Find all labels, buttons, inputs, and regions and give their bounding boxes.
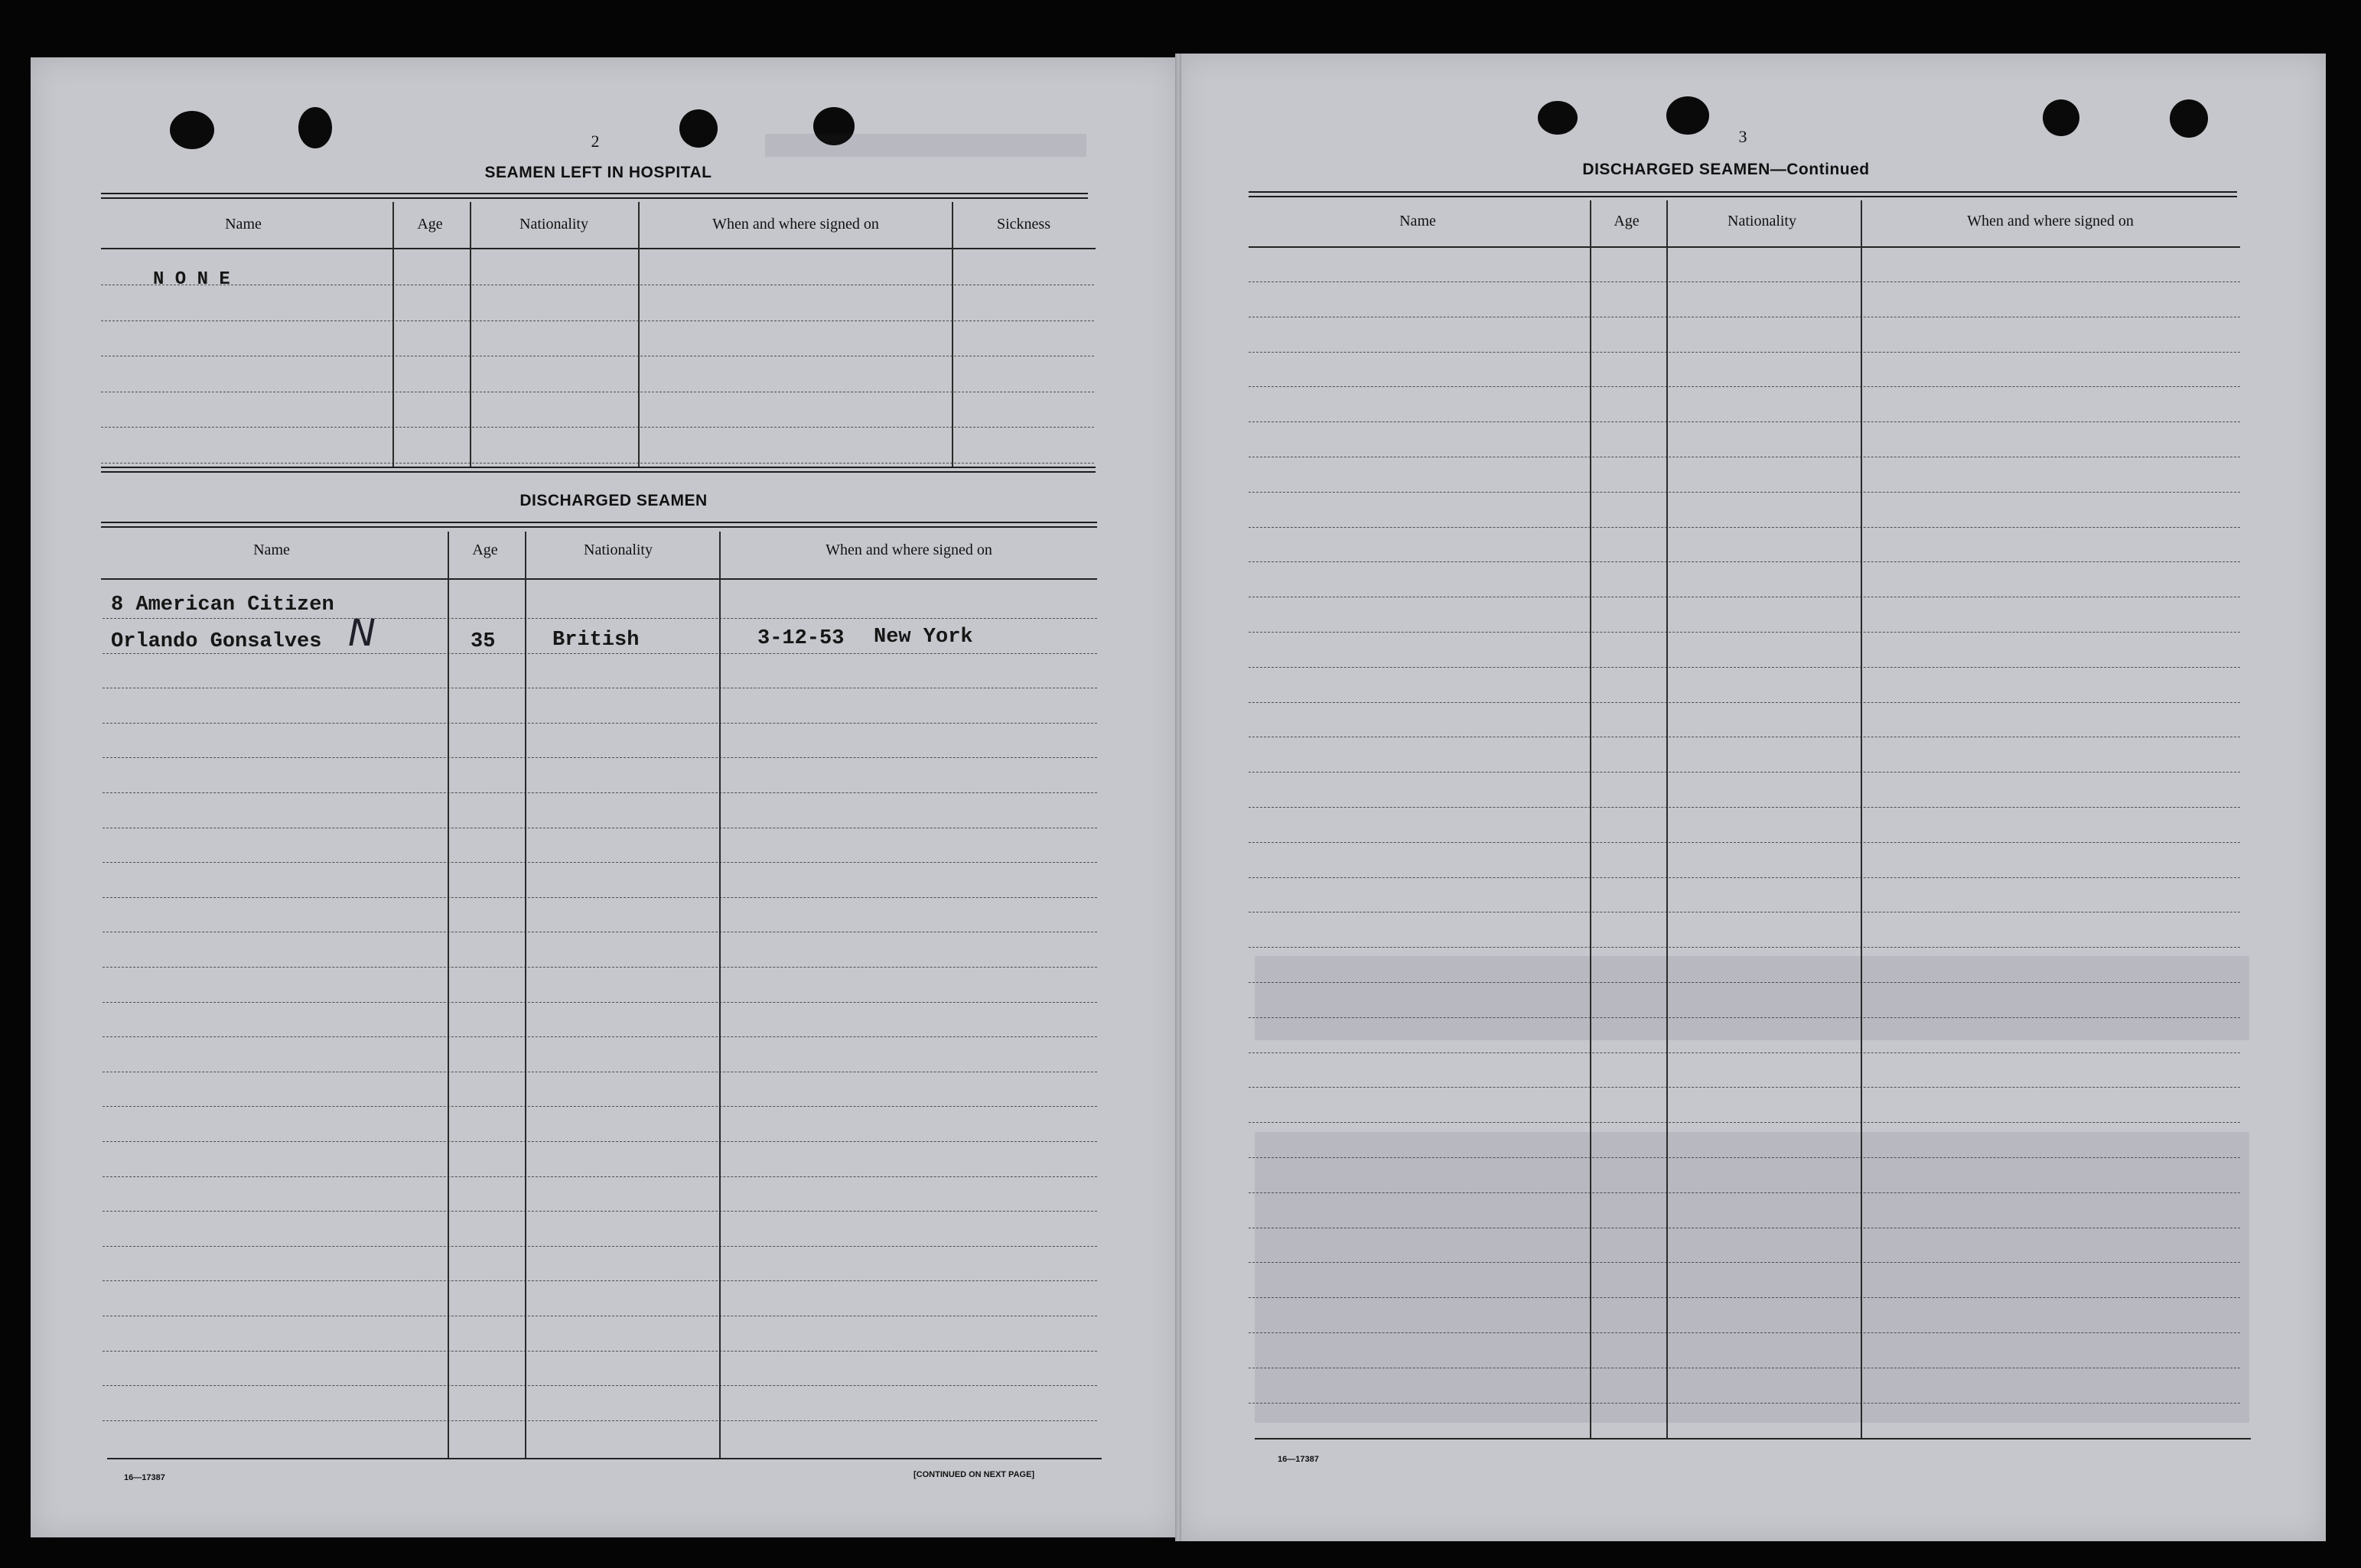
discharged-col-divider xyxy=(719,532,721,1459)
continued-col-divider xyxy=(1861,200,1862,1440)
discharged-ruled-line xyxy=(103,1211,1097,1212)
discharged-ruled-line xyxy=(103,1280,1097,1281)
bleed-through xyxy=(765,134,1086,157)
hospital-header-rule xyxy=(101,248,1096,249)
punch-hole xyxy=(679,109,718,148)
discharged-row-2-place: New York xyxy=(874,626,973,649)
hospital-ruled-line xyxy=(101,320,1094,321)
continued-ruled-line xyxy=(1249,527,2240,528)
continued-ruled-line xyxy=(1249,842,2240,843)
hospital-col-name: Name xyxy=(225,216,262,233)
continued-ruled-line xyxy=(1249,807,2240,808)
continued-table-top-rule xyxy=(1249,191,2237,197)
continued-ruled-line xyxy=(1249,877,2240,878)
form-number-left: 16—17387 xyxy=(124,1473,165,1482)
hospital-col-divider xyxy=(952,202,953,468)
discharged-ruled-line xyxy=(103,1106,1097,1107)
hospital-col-nationality: Nationality xyxy=(519,216,588,233)
discharged-ruled-line xyxy=(103,1246,1097,1247)
discharged-row-2-name: Orlando Gonsalves xyxy=(111,630,322,653)
discharged-row-1-name: 8 American Citizen xyxy=(111,594,334,616)
discharged-col-divider xyxy=(525,532,526,1459)
punch-hole xyxy=(298,107,332,148)
discharged-ruled-line xyxy=(103,723,1097,724)
discharged-col-nationality: Nationality xyxy=(584,542,653,558)
discharged-ruled-line xyxy=(103,653,1097,654)
continued-col-signed-on: When and where signed on xyxy=(1967,213,2134,229)
bleed-through xyxy=(1255,1132,2249,1423)
discharged-header-rule xyxy=(101,578,1097,580)
discharged-col-name: Name xyxy=(253,542,290,558)
continued-ruled-line xyxy=(1249,702,2240,703)
discharged-table-bottom-rule xyxy=(107,1458,1102,1459)
hospital-table-bottom-rule xyxy=(101,467,1096,473)
continued-ruled-line xyxy=(1249,1087,2240,1088)
page-number-left: 2 xyxy=(591,132,600,151)
hospital-col-signed-on: When and where signed on xyxy=(712,216,879,233)
bleed-through xyxy=(1255,956,2249,1040)
continued-col-age: Age xyxy=(1614,213,1640,229)
continued-ruled-line xyxy=(1249,281,2240,282)
punch-hole xyxy=(1538,101,1578,135)
form-number-right: 16—17387 xyxy=(1278,1455,1319,1464)
discharged-ruled-line xyxy=(103,1036,1097,1037)
continued-ruled-line xyxy=(1249,1157,2240,1158)
punch-hole xyxy=(2170,99,2208,138)
continued-ruled-line xyxy=(1249,561,2240,562)
hospital-col-divider xyxy=(392,202,394,468)
discharged-ruled-line xyxy=(103,618,1097,619)
continued-ruled-line xyxy=(1249,1262,2240,1263)
hospital-col-sickness: Sickness xyxy=(997,216,1050,233)
discharged-ruled-line xyxy=(103,1385,1097,1386)
continued-col-divider xyxy=(1590,200,1591,1440)
discharged-ruled-line xyxy=(103,1420,1097,1421)
discharged-table-top-rule xyxy=(101,522,1097,528)
continued-ruled-line xyxy=(1249,632,2240,633)
discharged-row-2-nationality: British xyxy=(552,629,640,652)
hospital-col-age: Age xyxy=(417,216,443,233)
page-fold xyxy=(1175,54,1181,1541)
discharged-col-age: Age xyxy=(472,542,498,558)
continued-table-bottom-rule xyxy=(1255,1438,2251,1440)
continued-ruled-line xyxy=(1249,386,2240,387)
continued-ruled-line xyxy=(1249,1297,2240,1298)
continued-ruled-line xyxy=(1249,667,2240,668)
hospital-table-top-rule xyxy=(101,193,1088,199)
discharged-continued-title: DISCHARGED SEAMEN—Continued xyxy=(1582,161,1870,178)
discharged-ruled-line xyxy=(103,757,1097,758)
continued-ruled-line xyxy=(1249,1017,2240,1018)
discharged-ruled-line xyxy=(103,897,1097,898)
continued-ruled-line xyxy=(1249,1403,2240,1404)
discharged-col-divider xyxy=(448,532,449,1459)
continued-col-divider xyxy=(1666,200,1668,1440)
continued-ruled-line xyxy=(1249,1122,2240,1123)
punch-hole xyxy=(1666,96,1709,135)
discharged-row-2-date: 3-12-53 xyxy=(757,627,845,650)
hospital-ruled-line xyxy=(101,463,1094,464)
page-number-right: 3 xyxy=(1738,127,1747,146)
discharged-ruled-line xyxy=(103,792,1097,793)
continued-col-nationality: Nationality xyxy=(1728,213,1796,229)
discharged-ruled-line xyxy=(103,1176,1097,1177)
hospital-col-divider xyxy=(638,202,640,468)
discharged-ruled-line xyxy=(103,862,1097,863)
continued-ruled-line xyxy=(1249,1332,2240,1333)
punch-hole xyxy=(2043,99,2079,136)
handwritten-check-mark: N xyxy=(348,612,376,655)
continued-ruled-line xyxy=(1249,1192,2240,1193)
hospital-section-title: SEAMEN LEFT IN HOSPITAL xyxy=(484,164,712,181)
continued-ruled-line xyxy=(1249,1052,2240,1053)
discharged-col-signed-on: When and where signed on xyxy=(826,542,992,558)
hospital-ruled-line xyxy=(101,427,1094,428)
punch-hole xyxy=(170,111,214,149)
continued-note: [CONTINUED ON NEXT PAGE] xyxy=(913,1470,1035,1479)
continued-ruled-line xyxy=(1249,492,2240,493)
continued-ruled-line xyxy=(1249,982,2240,983)
discharged-ruled-line xyxy=(103,1351,1097,1352)
continued-ruled-line xyxy=(1249,772,2240,773)
discharged-ruled-line xyxy=(103,1002,1097,1003)
discharged-section-title: DISCHARGED SEAMEN xyxy=(519,492,708,509)
hospital-entry-none: N O N E xyxy=(153,269,230,290)
continued-header-rule xyxy=(1249,246,2240,248)
discharged-ruled-line xyxy=(103,967,1097,968)
continued-ruled-line xyxy=(1249,947,2240,948)
discharged-ruled-line xyxy=(103,1141,1097,1142)
hospital-col-divider xyxy=(470,202,471,468)
discharged-row-2-age: 35 xyxy=(471,630,496,653)
continued-col-name: Name xyxy=(1399,213,1436,229)
continued-ruled-line xyxy=(1249,352,2240,353)
continued-ruled-line xyxy=(1249,421,2240,422)
